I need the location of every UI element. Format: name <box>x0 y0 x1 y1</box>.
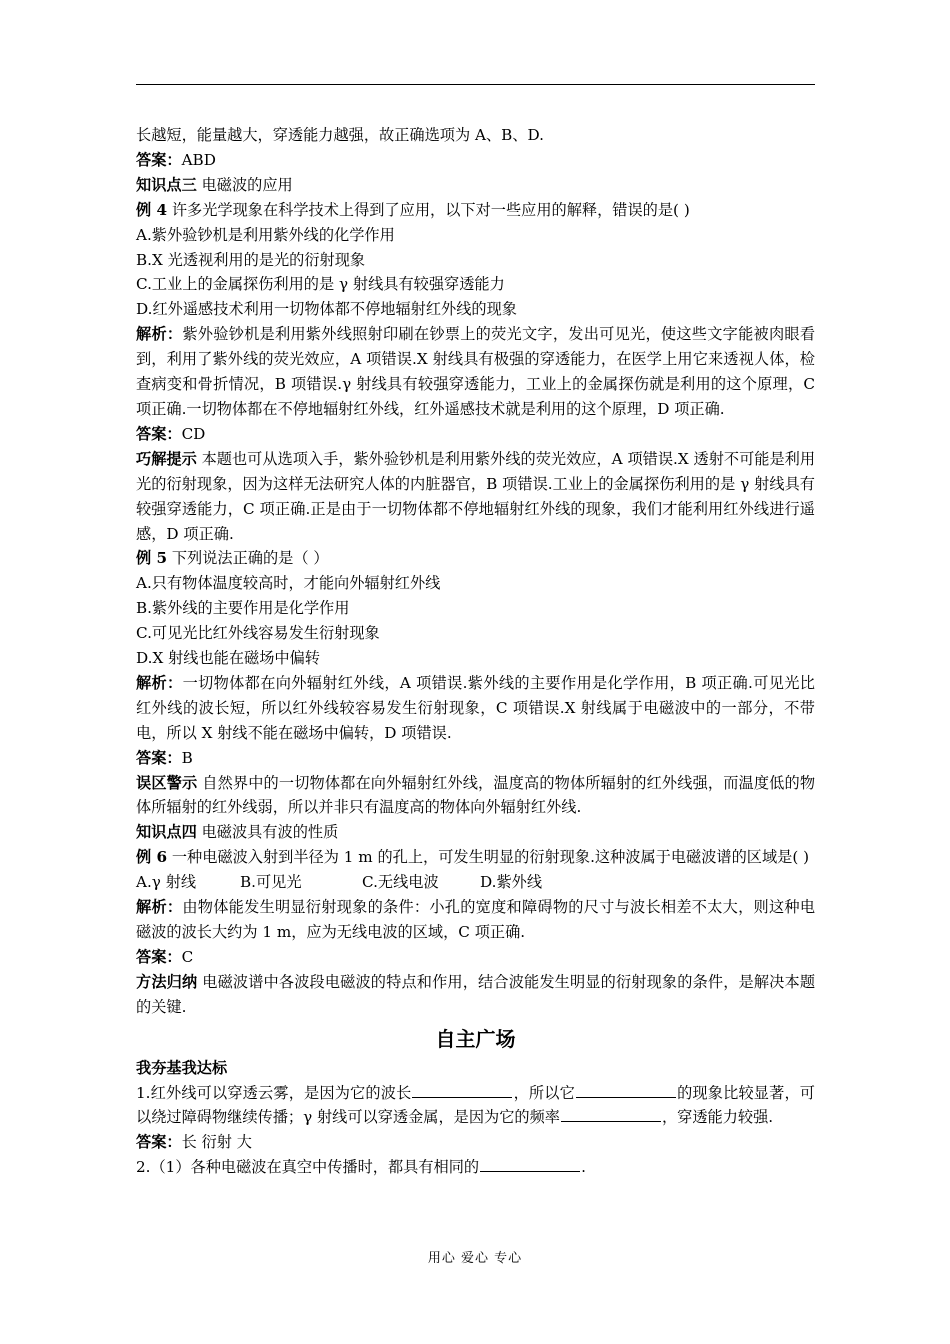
paragraph-text: B.X 光透视利用的是光的衍射现象 <box>136 250 366 269</box>
q2-text-2: . <box>581 1158 586 1177</box>
answer-label: 答案： <box>136 1133 182 1152</box>
paragraph-text: A.只有物体温度较高时，才能向外辐射红外线 <box>136 574 441 593</box>
paragraph-text: C <box>181 947 194 966</box>
paragraph <box>136 746 815 771</box>
q1-blank-1[interactable] <box>412 1083 512 1098</box>
paragraph-text: 由物体能发生明显衍射现象的条件：小孔的宽度和障碍物的尺寸与波长相差不太大，则这种电磁波的波长大约为 1 m，应为无线电波的区域，C 项正确. <box>136 898 815 941</box>
paragraph <box>136 297 815 322</box>
paragraph-text: 电磁波的应用 <box>196 175 293 194</box>
paragraph <box>136 422 815 447</box>
paragraph <box>136 546 815 571</box>
paragraph-text: 本题也可从选项入手，紫外验钞机是利用紫外线的荧光效应，A 项错误.X 透射不可能是利用光的衍射现象，因为这样无法研究人体的内脏器官，B 项错误.工业上的金属探伤利用的是 γ 射线具有较强穿透能力，C 项正确.正是由于一切物体都不停地辐射红外线的现象，我们才能利用红外线进行遥感，D 项正确. <box>136 449 816 543</box>
answer-text: 长 衍射 大 <box>181 1133 252 1152</box>
paragraph <box>136 198 815 223</box>
paragraph-label: 方法归纳 <box>136 972 198 991</box>
paragraph-label: 知识点三 <box>136 175 197 194</box>
question-1 <box>136 1081 815 1131</box>
q1-blank-2[interactable] <box>576 1083 676 1098</box>
section-title: 自主广场 <box>435 1026 516 1051</box>
option-b: B.可见光 <box>240 873 302 892</box>
paragraph-label: 巧解提示 <box>136 449 197 468</box>
paragraph <box>136 646 815 671</box>
paragraph-text: 紫外验钞机是利用紫外线照射印刷在钞票上的荧光文字，发出可见光，使这些文字能被肉眼看到，利用了紫外线的荧光效应，A 项错误.X 射线具有极强的穿透能力，在医学上用它来透视人体，检查病变和骨折情况，B 项错误.γ 射线具有较强穿透能力，工业上的金属探伤就是利用的这个原理，C 项正确.一切物体都在不停地辐射红外线，红外遥感技术就是利用的这个原理，D 项正确. <box>136 325 815 418</box>
option-c: C.无线电波 <box>362 873 439 892</box>
paragraph <box>136 895 815 945</box>
paragraph-label: 解析： <box>136 898 183 917</box>
paragraph <box>136 820 815 845</box>
paragraph <box>136 248 815 273</box>
paragraph <box>136 322 815 422</box>
paragraph <box>136 123 815 148</box>
paragraph-text: 一切物体都在向外辐射红外线，A 项错误.紫外线的主要作用是化学作用，B 项正确.可见光比红外线的波长短，所以红外线较容易发生衍射现象，C 项错误.X 射线属于电磁波中的一部分，不带电，所以 X 射线不能在磁场中偏转，D 项错误. <box>136 673 815 742</box>
paragraph-text: D.红外遥感技术利用一切物体都不停地辐射红外线的现象 <box>136 300 517 319</box>
paragraph-label: 答案： <box>136 947 182 966</box>
paragraph <box>136 571 815 596</box>
paragraph-text: 电磁波谱中各波段电磁波的特点和作用，结合波能发生明显的衍射现象的条件，是解决本题的关键. <box>136 972 816 1016</box>
page-footer: 用心 爱心 专心 <box>427 1251 523 1266</box>
paragraph-label: 答案： <box>136 748 182 767</box>
paragraph <box>136 621 815 646</box>
paragraph-text: A.紫外验钞机是利用紫外线的化学作用 <box>136 225 395 244</box>
body-paragraphs <box>136 123 815 870</box>
paragraph-text: CD <box>181 424 206 443</box>
paragraph-label: 答案： <box>136 150 182 169</box>
q2-text-1: 2.（1）各种电磁波在真空中传播时，都具有相同的 <box>136 1158 480 1177</box>
question-2 <box>136 1155 815 1180</box>
paragraph <box>136 173 815 198</box>
paragraph-text: C.可见光比红外线容易发生衍射现象 <box>136 624 380 643</box>
q2-blank-1[interactable] <box>480 1157 580 1172</box>
paragraph <box>136 671 815 746</box>
paragraph <box>136 148 815 173</box>
example-6-options <box>136 870 815 895</box>
q1-text-3: 的现象比较显著，可以绕过障碍物继续传播；γ 射线可以穿透金属，是因为它的频率 <box>136 1083 815 1127</box>
paragraph <box>136 447 815 547</box>
paragraph <box>136 945 815 970</box>
question-1-answer <box>136 1130 815 1155</box>
paragraph-text: 一种电磁波入射到半径为 1 m 的孔上，可发生明显的衍射现象.这种波属于电磁波谱的区域是( ) <box>167 848 810 867</box>
sub-title: 我夯基我达标 <box>136 1058 228 1077</box>
body-paragraphs-2 <box>136 895 815 1020</box>
page-content <box>136 123 815 1180</box>
q1-text-4: ，穿透能力较强. <box>661 1108 774 1127</box>
paragraph-label: 误区警示 <box>136 773 198 792</box>
paragraph-text: D.X 射线也能在磁场中偏转 <box>136 649 320 668</box>
paragraph-text: 许多光学现象在科学技术上得到了应用，以下对一些应用的解释，错误的是( ) <box>167 200 690 219</box>
paragraph-text: 长越短，能量越大，穿透能力越强，故正确选项为 A、B、D. <box>136 126 544 144</box>
paragraph-text: B.紫外线的主要作用是化学作用 <box>136 599 350 618</box>
q1-text-1: 1.红外线可以穿透云雾，是因为它的波长 <box>136 1083 412 1102</box>
paragraph <box>136 970 815 1020</box>
paragraph-label: 解析： <box>136 673 183 692</box>
paragraph-text: 电磁波具有波的性质 <box>196 823 339 842</box>
q1-text-2: ，所以它 <box>513 1083 575 1102</box>
paragraph <box>136 596 815 621</box>
option-d: D.紫外线 <box>480 873 543 892</box>
paragraph-text: C.工业上的金属探伤利用的是 γ 射线具有较强穿透能力 <box>136 275 505 294</box>
paragraph-text: 自然界中的一切物体都在向外辐射红外线，温度高的物体所辐射的红外线强，而温度低的物体所辐射的红外线弱，所以并非只有温度高的物体向外辐射红外线. <box>136 773 816 817</box>
paragraph-text: B <box>181 748 193 767</box>
paragraph-text: 下列说法正确的是（ ） <box>167 549 329 568</box>
paragraph <box>136 223 815 248</box>
paragraph-text: ABD <box>181 150 216 169</box>
paragraph-label: 知识点四 <box>136 823 197 842</box>
paragraph <box>136 771 815 821</box>
paragraph-label: 解析： <box>136 325 183 344</box>
paragraph-label: 例 6 <box>136 848 168 867</box>
paragraph-label: 例 4 <box>136 200 168 219</box>
paragraph-label: 答案： <box>136 424 182 443</box>
paragraph <box>136 845 815 870</box>
option-a: A.γ 射线 <box>136 873 197 892</box>
paragraph-label: 例 5 <box>136 549 168 568</box>
paragraph <box>136 272 815 297</box>
q1-blank-3[interactable] <box>561 1107 661 1122</box>
header-rule <box>136 84 815 85</box>
